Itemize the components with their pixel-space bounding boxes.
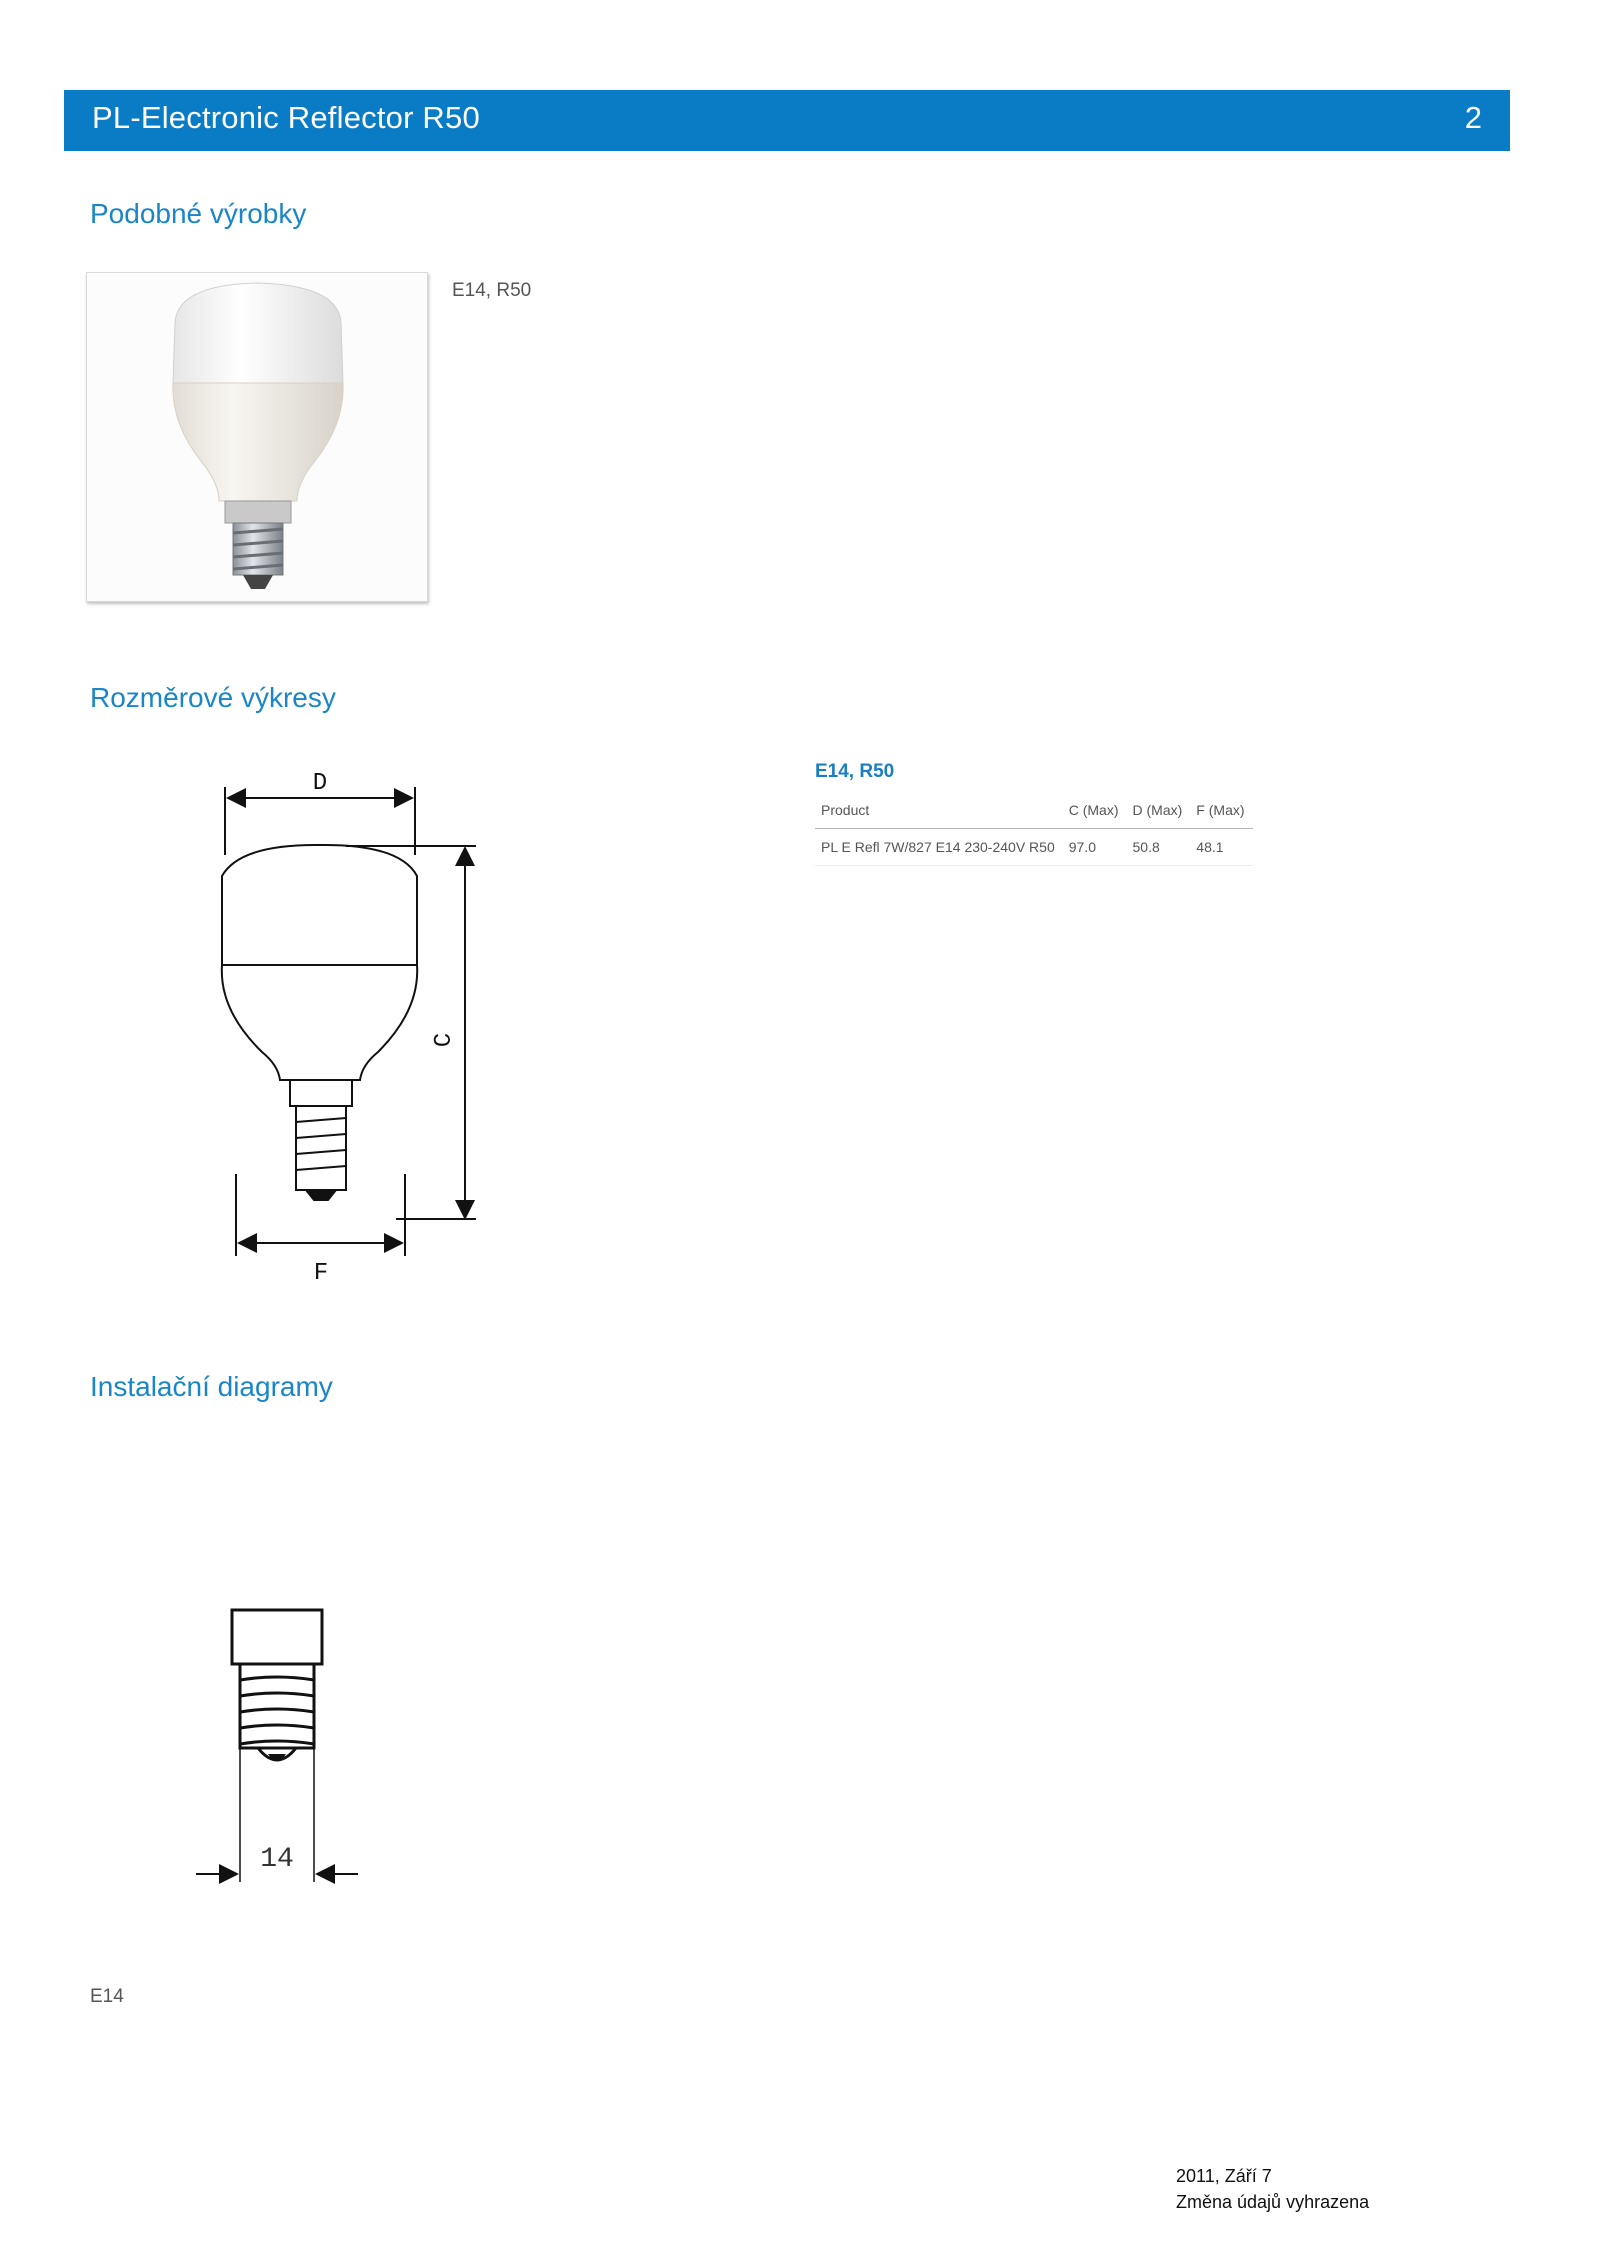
- table-cell: 50.8: [1127, 829, 1191, 866]
- footer-note: Změna údajů vyhrazena: [1176, 2192, 1370, 2212]
- header-bar: [64, 90, 1510, 151]
- installation-diagram: [190, 1600, 380, 1890]
- section-title-install: Instalační diagramy: [90, 1371, 333, 1402]
- page-number: 2: [1464, 100, 1482, 135]
- column-header: D (Max): [1127, 796, 1191, 829]
- section-title-drawings: Rozměrové výkresy: [90, 682, 336, 713]
- document-title: PL-Electronic Reflector R50: [92, 100, 480, 135]
- dimension-table: [815, 796, 1253, 866]
- bulb-photo-illustration: [87, 273, 427, 601]
- table-cell: 48.1: [1190, 829, 1252, 866]
- footer: [1176, 2163, 1369, 2215]
- footer-date: 2011, Září 7: [1176, 2166, 1272, 2186]
- label-f: F: [313, 1260, 329, 1287]
- section-title-similar: Podobné výrobky: [90, 198, 307, 229]
- column-header: F (Max): [1190, 796, 1252, 829]
- column-header: C (Max): [1063, 796, 1127, 829]
- dimension-table-title: E14, R50: [815, 761, 895, 782]
- table-header-row: [815, 796, 1253, 829]
- label-d: D: [312, 770, 328, 797]
- table-cell: 97.0: [1063, 829, 1127, 866]
- label-c: C: [431, 1032, 458, 1048]
- dimension-drawing: [200, 760, 520, 1300]
- label-14: 14: [260, 1844, 294, 1875]
- similar-product-caption: E14, R50: [452, 280, 532, 301]
- column-header: Product: [815, 796, 1063, 829]
- product-photo: [86, 272, 428, 602]
- table-row: [815, 829, 1253, 866]
- table-cell: PL E Refl 7W/827 E14 230-240V R50: [815, 829, 1063, 866]
- install-caption: E14: [90, 1986, 124, 2007]
